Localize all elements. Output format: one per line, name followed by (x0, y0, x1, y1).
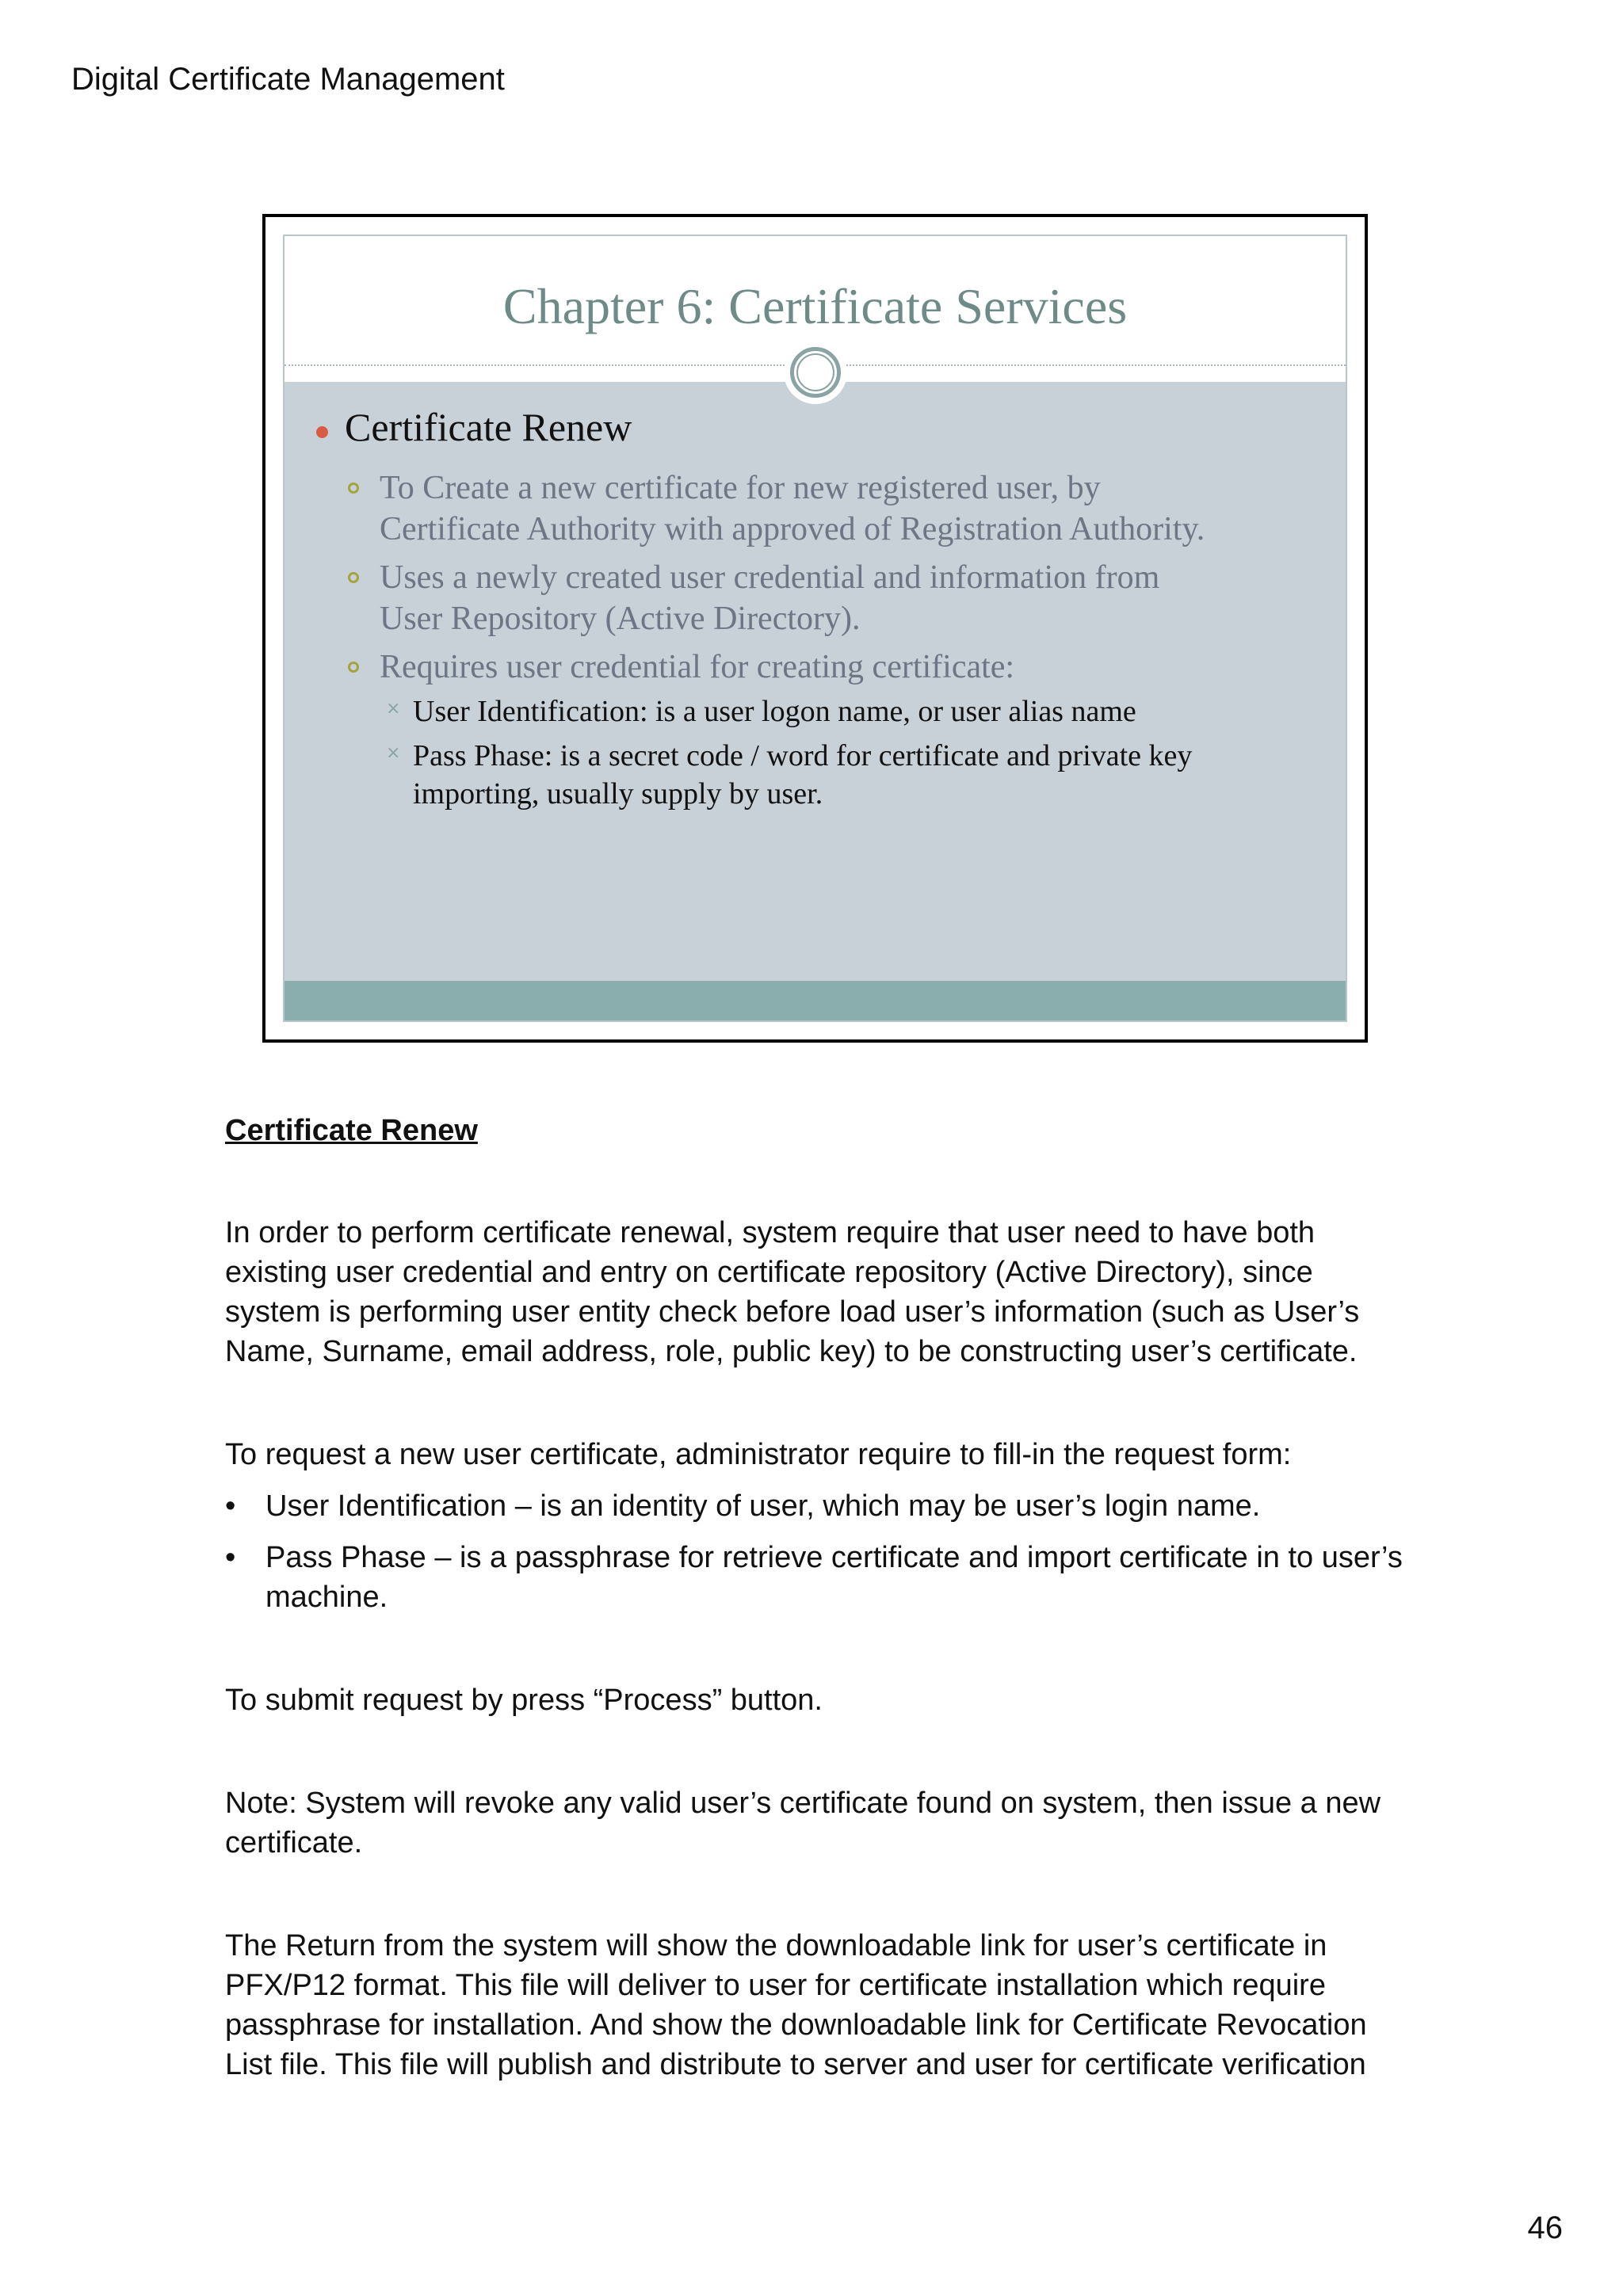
slide-subitem-2: Pass Phase: is a secret code / word for certificate and private key importing, usually supply by user. (413, 739, 1193, 810)
bullet-item-1: User Identification – is an identity of user, which may be user’s login name. (265, 1489, 1261, 1523)
paragraph-4: Note: System will revoke any valid user’s certificate found on system, then issue a new certificate. (225, 1787, 1381, 1859)
slide-item-3: Requires user credential for creating certificate: (380, 649, 1015, 685)
slide-heading: Certificate Renew (345, 405, 632, 449)
bullet-icon: • (225, 1489, 236, 1523)
paragraph-1: In order to perform certificate renewal, system require that user need to have both existing user credential and entry on certificate repository (Active Directory), since system is performing user entity check before load user’s information (such as User’s Name, Surname, email address, role, public key) to be constructing user’s certificate. (225, 1216, 1360, 1368)
paragraph-5: The Return from the system will show the downloadable link for user’s certificate in PFX/P12 format. This file will deliver to user for certificate installation which require passphrase for installation. And show the downloadable link for Certificate Revocation List file. This file will publish and distribute to server and user for certificate verification (225, 1929, 1367, 2081)
slide-image (262, 214, 1368, 1043)
bullet-ring-icon (348, 482, 359, 494)
page-number: 46 (1527, 2210, 1563, 2245)
section-heading: Certificate Renew (225, 1114, 478, 1147)
slide-subitem-1: User Identification: is a user logon name, or user alias name (413, 695, 1136, 728)
paragraph-3: To submit request by press “Process” button. (225, 1684, 823, 1717)
bullet-x-icon: × (386, 743, 401, 763)
circle-ring-icon (784, 341, 847, 404)
slide-item-2: Uses a newly created user credential and information from User Repository (Active Directory). (380, 559, 1160, 637)
slide-body (285, 382, 1346, 981)
bullet-icon: • (225, 1541, 236, 1574)
bullet-item-2: Pass Phase – is a passphrase for retrieve certificate and import certificate in to user’s machine. (265, 1541, 1403, 1614)
slide-frame (283, 235, 1347, 1022)
bullet-dot-icon (316, 426, 328, 438)
bullet-x-icon: × (386, 699, 401, 719)
slide-item-1: To Create a new certificate for new registered user, by Certificate Authority with approved of Registration Authority. (380, 470, 1205, 547)
bullet-ring-icon (348, 662, 359, 673)
slide-footer-band (285, 981, 1346, 1020)
paragraph-2: To request a new user certificate, administrator require to fill-in the request form: (225, 1438, 1292, 1471)
document-header: Digital Certificate Management (71, 62, 505, 97)
slide-title: Chapter 6: Certificate Services (502, 278, 1128, 334)
bullet-ring-icon (348, 572, 359, 583)
